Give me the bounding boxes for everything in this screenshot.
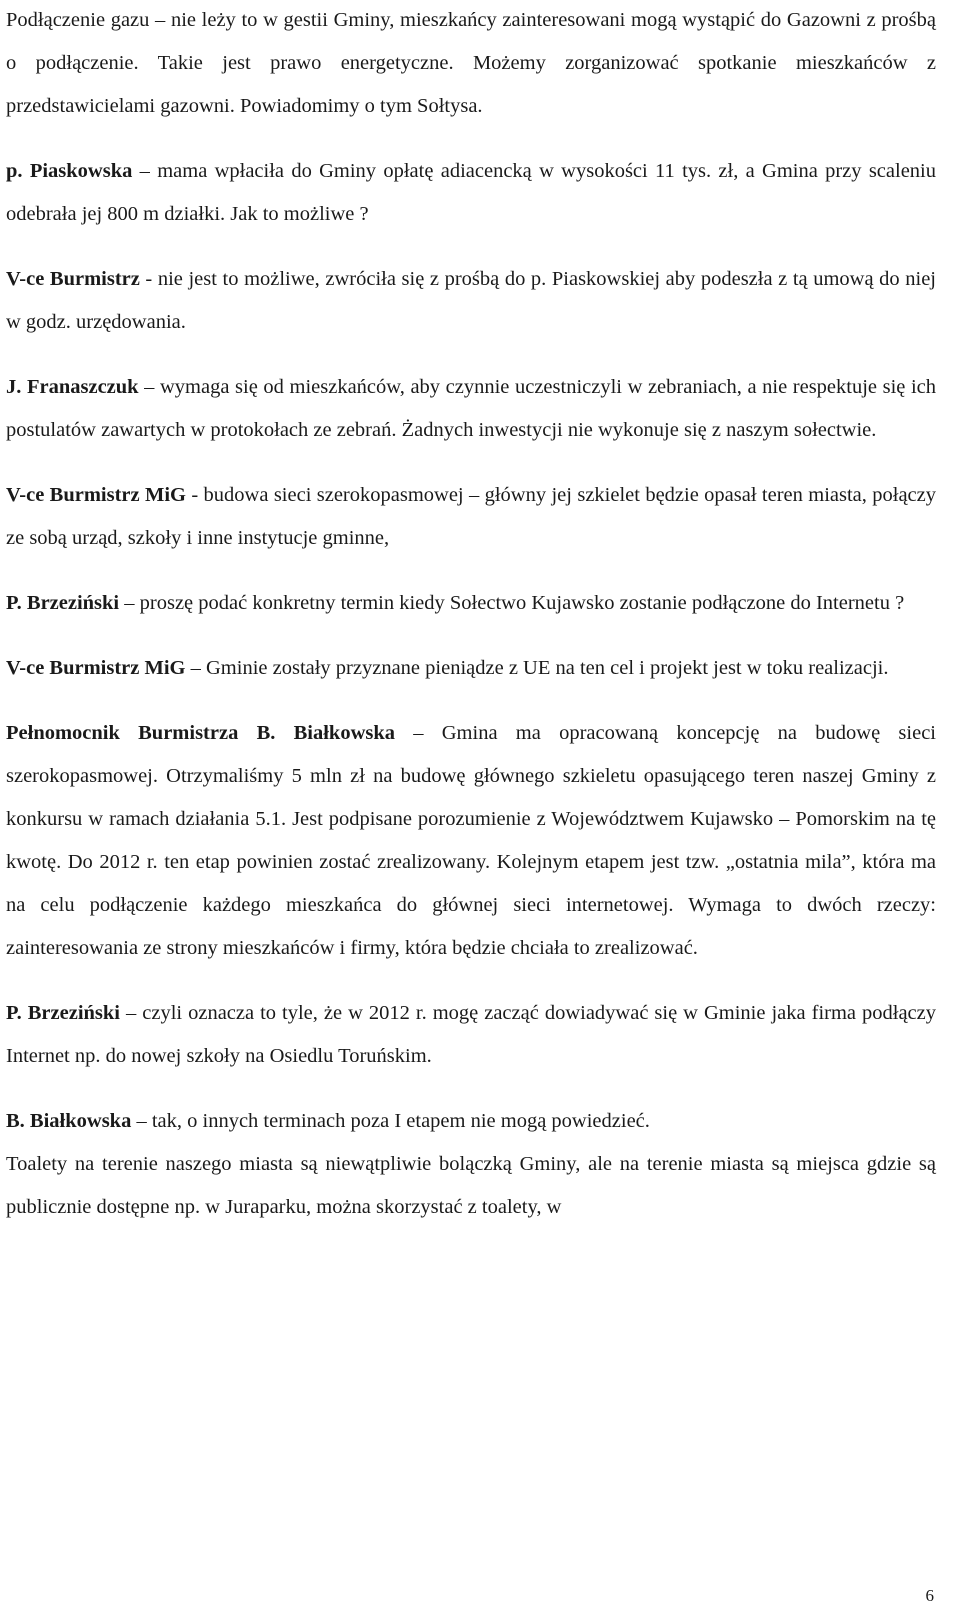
paragraph-bialkowska-concept [6, 712, 936, 970]
paragraph-text: – mama wpłaciła do Gminy opłatę adiacencką w wysokości 11 tys. zł, a Gmina przy scaleniu odebrała jej 800 m działki. Jak to możliwe ? [6, 160, 936, 225]
speaker-name: V-ce Burmistrz [6, 268, 140, 290]
paragraph-text: – tak, o innych terminach poza I etapem nie mogą powiedzieć. [131, 1110, 650, 1132]
paragraph-brzezinski-followup [6, 992, 936, 1078]
paragraph-bialkowska-reply [6, 1100, 936, 1143]
paragraph-text: – proszę podać konkretny termin kiedy Sołectwo Kujawsko zostanie podłączone do Internetu ? [119, 592, 905, 614]
paragraph-brzezinski-question [6, 582, 936, 625]
document-page [6, 0, 936, 1229]
speaker-name: P. Brzeziński [6, 1002, 121, 1024]
speaker-name: J. Franaszczuk [6, 376, 139, 398]
speaker-name: p. Piaskowska [6, 160, 133, 182]
paragraph-text: Podłączenie gazu – nie leży to w gestii Gminy, mieszkańcy zainteresowani mogą wystąpić do Gazowni z prośbą o podłączenie. Takie jest prawo energetyczne. Możemy zorganizować spotkanie mieszkańców z przedstawicielami gazowni. Powiadomimy o tym Sołtysa. [6, 9, 936, 117]
paragraph-eu-funding [6, 647, 936, 690]
speaker-name: Pełnomocnik Burmistrza B. Białkowska [6, 722, 396, 744]
paragraph-text: – Gmina ma opracowaną koncepcję na budowę sieci szerokopasmowej. Otrzymaliśmy 5 mln zł na budowę głównego szkieletu opasującego teren naszej Gminy z konkursu w ramach działania 5.1. Jest podpisane porozumienie z Województwem Kujawsko – Pomorskim na tę kwotę. Do 2012 r. ten etap powinien zostać zrealizowany. Kolejnym etapem jest tzw. „ostatnia mila”, która ma na celu podłączenie każdego mieszkańca do głównej sieci internetowej. Wymaga to dwóch rzeczy: zainteresowania ze strony mieszkańców i firmy, która będzie chciała to zrealizować. [6, 722, 936, 959]
speaker-name: V-ce Burmistrz MiG [6, 484, 186, 506]
paragraph-piaskowska [6, 150, 936, 236]
paragraph-text: – czyli oznacza to tyle, że w 2012 r. mogę zacząć dowiadywać się w Gminie jaka firma podłączy Internet np. do nowej szkoły na Osiedlu Toruńskim. [6, 1002, 936, 1067]
speaker-name: V-ce Burmistrz MiG [6, 657, 186, 679]
paragraph-gas-connection [6, 0, 936, 128]
paragraph-text: - budowa sieci szerokopasmowej – główny jej szkielet będzie opasał teren miasta, połączy ze sobą urząd, szkoły i inne instytucje gminne, [6, 484, 936, 549]
page-number: 6 [925, 1586, 934, 1605]
paragraph-text: – Gminie zostały przyznane pieniądze z UE na ten cel i projekt jest w toku realizacji. [185, 657, 889, 679]
paragraph-franaszczuk [6, 366, 936, 452]
paragraph-toilets [6, 1143, 936, 1229]
speaker-name: P. Brzeziński [6, 592, 120, 614]
paragraph-text: - nie jest to możliwe, zwróciła się z prośbą do p. Piaskowskiej aby podeszła z tą umową do niej w godz. urzędowania. [6, 268, 936, 333]
speaker-name: B. Białkowska [6, 1110, 132, 1132]
paragraph-broadband-network [6, 474, 936, 560]
paragraph-text: Toalety na terenie naszego miasta są niewątpliwie bolączką Gminy, ale na terenie miasta są miejsca gdzie są publicznie dostępne np. w Juraparku, można skorzystać z toalety, w [6, 1153, 936, 1218]
paragraph-text: – wymaga się od mieszkańców, aby czynnie uczestniczyli w zebraniach, a nie respektuje się ich postulatów zawartych w protokołach ze zebrań. Żadnych inwestycji nie wykonuje się z naszym sołectwie. [6, 376, 937, 441]
paragraph-vice-mayor-reply [6, 258, 936, 344]
